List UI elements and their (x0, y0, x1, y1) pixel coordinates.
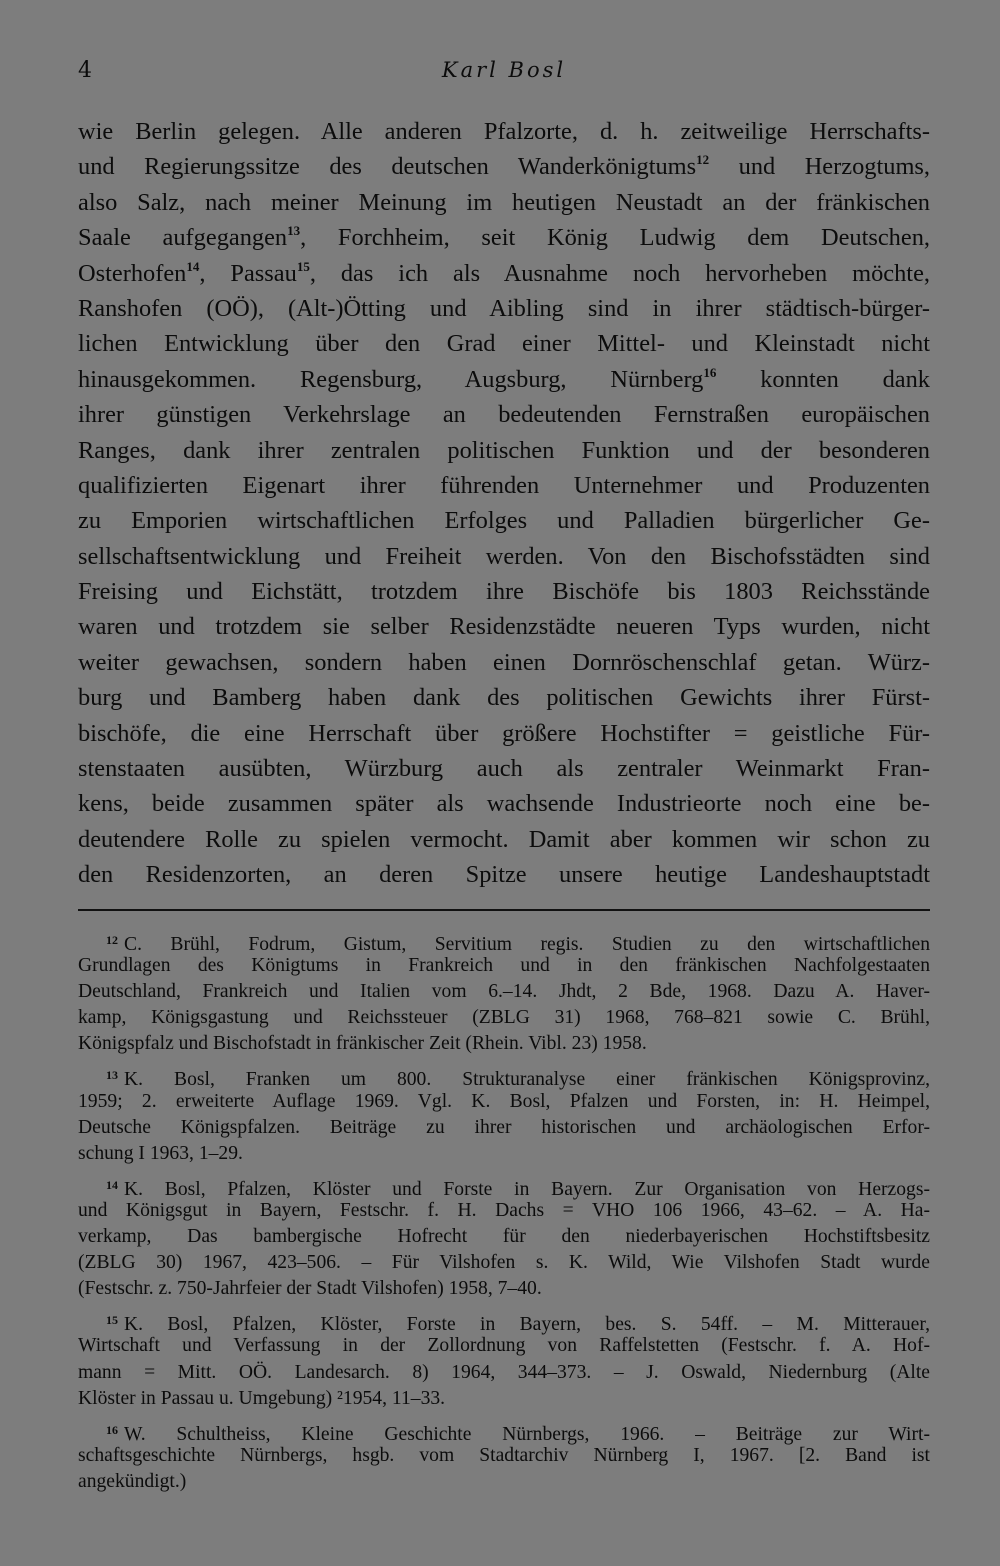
footnote-divider (78, 909, 930, 911)
body-line: hinausgekommen. Regensburg, Augsburg, Nürnberg$^{16}$ konnten dank (78, 364, 931, 393)
body-line: qualifizierten Eigenart ihrer führenden Unternehmer und Produzenten (78, 471, 930, 499)
body-line: kens, beide zusammen später als wachsende Industrieorte noch eine be- (78, 790, 930, 818)
footnote-number: 15 (106, 1313, 118, 1328)
body-line: weiter gewachsen, sondern haben einen Dornröschenschlaf getan. Würz- (78, 648, 930, 676)
footnotes (78, 927, 930, 1495)
footnote-16 (78, 1417, 930, 1495)
footnote-line: schaftsgeschichte Nürnbergs, hsgb. vom Stadtarchiv Nürnberg I, 1967. [2. Band ist (78, 1444, 930, 1466)
body-line: lichen Entwicklung über den Grad einer Mittel- und Kleinstadt nicht (78, 330, 930, 358)
body-line: stenstaaten ausübten, Würzburg auch als zentraler Weinmarkt Fran- (78, 755, 930, 783)
footnote-line: mann = Mitt. OÖ. Landesarch. 8) 1964, 344–373. – J. Oswald, Niedernburg (Alte (78, 1361, 930, 1383)
footnote-ref[interactable]: 12 (696, 152, 710, 168)
body-line: ihrer günstigen Verkehrslage an bedeutenden Fernstraßen europäischen (78, 401, 930, 429)
body-line: Ranges, dank ihrer zentralen politischen Funktion und der besonderen (78, 436, 930, 464)
footnote-line: Deutsche Königspfalzen. Beiträge zu ihrer historischen und archäologischen Erfor- (78, 1116, 930, 1138)
footnote-number: 16 (106, 1422, 118, 1437)
body-line: Freising und Eichstätt, trotzdem ihre Bischöfe bis 1803 Reichsstände (78, 578, 930, 606)
footnote-line: verkamp, Das bambergische Hofrecht für den niederbayerischen Hochstiftsbesitz (78, 1226, 930, 1248)
running-head-author: Karl Bosl (441, 58, 567, 82)
body-line: Saale aufgegangen$^{13}$, Forchheim, seit König Ludwig dem Deutschen, (78, 223, 930, 252)
footnote-line: Königspfalz und Bischofstadt in fränkischer Zeit (Rhein. Vibl. 23) 1958. (78, 1033, 647, 1055)
footnote-line: Klöster in Passau u. Umgebung) ²1954, 11–33. (78, 1387, 446, 1409)
footnote-line: K. Bosl, Pfalzen, Klöster, Forste in Bayern, bes. S. 54ff. – M. Mitterauer, (124, 1314, 930, 1336)
footnote-14 (78, 1172, 930, 1302)
footnote-line: Grundlagen des Königtums in Frankreich und in den fränkischen Nachfolgestaaten (78, 955, 930, 977)
footnote-line: Wirtschaft und Verfassung in der Zollordnung von Raffelstetten (Festschr. f. A. Hof- (78, 1335, 930, 1357)
body-line: waren und trotzdem sie selber Residenzstädte neueren Typs wurden, nicht (78, 613, 930, 641)
body-line: Osterhofen$^{14}$, Passau$^{15}$, das ich als Ausnahme noch hervorheben möchte, (78, 258, 930, 287)
body-line: deutendere Rolle zu spielen vermocht. Damit aber kommen wir schon zu (78, 825, 930, 853)
footnote-number: 13 (106, 1068, 118, 1083)
body-line: also Salz, nach meiner Meinung im heutigen Neustadt an der fränkischen (78, 188, 930, 216)
footnote-ref[interactable]: 15 (296, 258, 310, 274)
body-text (78, 114, 930, 893)
body-line: sellschaftsentwicklung und Freiheit werden. Von den Bischofsstädten sind (78, 542, 930, 570)
footnote-number: 12 (106, 933, 118, 947)
footnote-line: K. Bosl, Franken um 800. Strukturanalyse einer fränkischen Königsprovinz, (124, 1069, 930, 1091)
body-line: und Regierungssitze des deutschen Wanderkönigtums$^{12}$ und Herzogtums, (78, 152, 931, 181)
footnote-line: und Königsgut in Bayern, Festschr. f. H. Dachs = VHO 106 1966, 43–62. – A. Ha- (78, 1199, 930, 1221)
footnote-line: schung I 1963, 1–29. (78, 1142, 243, 1164)
footnote-13 (78, 1062, 930, 1166)
footnote-line: Deutschland, Frankreich und Italien vom 6.–14. Jhdt, 2 Bde, 1968. Dazu A. Haver- (78, 981, 930, 1003)
footnote-line: (ZBLG 30) 1967, 423–506. – Für Vilshofen s. K. Wild, Wie Vilshofen Stadt wurde (78, 1252, 930, 1274)
body-line: den Residenzorten, an deren Spitze unsere heutige Landeshauptstadt (78, 861, 930, 889)
footnote-line: K. Bosl, Pfalzen, Klöster und Forste in Bayern. Zur Organisation von Herzogs- (124, 1178, 930, 1200)
page-number: 4 (78, 58, 92, 83)
footnote-line: kamp, Königsgastung und Reichssteuer (ZBLG 31) 1968, 768–821 sowie C. Brühl, (78, 1007, 930, 1029)
footnote-number: 14 (106, 1177, 118, 1192)
body-line: bischöfe, die eine Herrschaft über größere Hochstifter = geistliche Für- (78, 719, 930, 747)
body-line: wie Berlin gelegen. Alle anderen Pfalzorte, d. h. zeitweilige Herrschafts- (78, 118, 930, 145)
footnote-ref[interactable]: 13 (287, 223, 301, 239)
footnote-line: (Festschr. z. 750-Jahrfeier der Stadt Vilshofen) 1958, 7–40. (78, 1278, 542, 1300)
body-line: zu Emporien wirtschaftlichen Erfolges und Palladien bürgerlicher Ge- (78, 507, 930, 535)
footnote-ref[interactable]: 14 (186, 258, 200, 274)
footnote-ref[interactable]: 16 (703, 364, 717, 380)
footnote-line: C. Brühl, Fodrum, Gistum, Servitium regis. Studien zu den wirtschaftlichen (124, 934, 930, 955)
page-header (78, 58, 930, 90)
body-line: Ranshofen (OÖ), (Alt-)Ötting und Aibling sind in ihrer städtisch-bürger- (78, 294, 930, 322)
body-line: burg und Bamberg haben dank des politischen Gewichts ihrer Fürst- (78, 684, 930, 712)
footnote-line: W. Schultheiss, Kleine Geschichte Nürnbergs, 1966. – Beiträge zur Wirt- (124, 1423, 930, 1445)
footnote-12 (78, 927, 930, 1057)
footnote-15 (78, 1307, 930, 1411)
footnote-line: angekündigt.) (78, 1470, 187, 1492)
footnote-line: 1959; 2. erweiterte Auflage 1969. Vgl. K. Bosl, Pfalzen und Forsten, in: H. Heimpel, (78, 1090, 930, 1112)
